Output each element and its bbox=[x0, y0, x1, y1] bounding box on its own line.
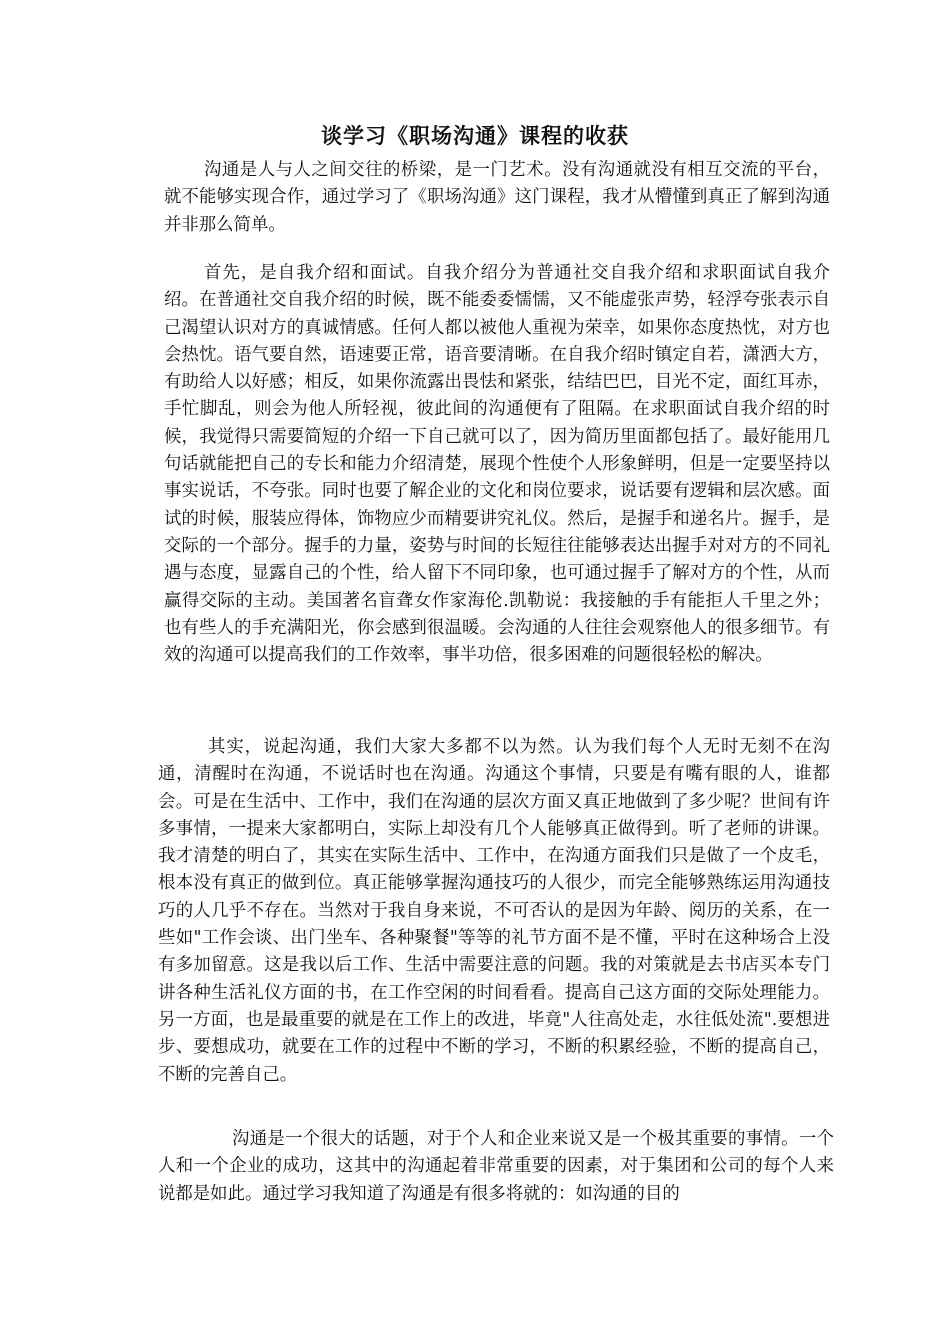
paragraph-intro: 沟通是人与人之间交往的桥梁，是一门艺术。没有沟通就没有相互交流的平台，就不能够实现合作，通过学习了《职场沟通》这门课程，我才从懵懂到真正了解到沟通并非那么简单。 bbox=[164, 160, 830, 235]
document-title: 谈学习《职场沟通》课程的收获 bbox=[321, 123, 629, 148]
paragraph-self-introduction: 首先，是自我介绍和面试。自我介绍分为普通社交自我介绍和求职面试自我介绍。在普通社交自我介绍的时候，既不能委委懦懦，又不能虚张声势，轻浮夸张表示自己渴望认识对方的真诚情感。任何人都以被他人重视为荣幸，如果你态度热忱，对方也会热忱。语气要自然，语速要正常，语音要清晰。在自我介绍时镇定自若，潇洒大方，有助给人以好感；相反，如果你流露出畏怯和紧张，结结巴巴，目光不定，面红耳赤，手忙脚乱，则会为他人所轻视，彼此间的沟通便有了阻隔。在求职面试自我介绍的时候，我觉得只需要简短的介绍一下自己就可以了，因为简历里面都包括了。最好能用几句话就能把自己的专长和能力介绍清楚，展现个性使个人形象鲜明，但是一定要坚持以事实说话，不夸张。同时也要了解企业的文化和岗位要求，说话要有逻辑和层次感。面试的时候，服装应得体，饰物应少而精要讲究礼仪。然后，是握手和递名片。握手，是交际的一个部分。握手的力量，姿势与时间的长短往往能够表达出握手对对方的不同礼遇与态度，显露自己的个性，给人留下不同印象，也可通过握手了解对方的个性，从而赢得交际的主动。美国著名盲聋女作家海伦.凯勒说：我接触的手有能拒人千里之外；也有些人的手充满阳光，你会感到很温暖。会沟通的人往往会观察他人的很多细节。有效的沟通可以提高我们的工作效率，事半功倍，很多困难的问题很轻松的解决。 bbox=[164, 263, 830, 666]
paragraph-communication-reflection: 其实，说起沟通，我们大家大多都不以为然。认为我们每个人无时无刻不在沟通，清醒时在沟通，不说话时也在沟通。沟通这个事情，只要是有嘴有眼的人，谁都会。可是在生活中、工作中，我们在沟通的层次方面又真正地做到了多少呢？世间有许多事情，一提来大家都明白，实际上却没有几个人能够真正做得到。听了老师的讲课。我才清楚的明白了，其实在实际生活中、工作中，在沟通方面我们只是做了一个皮毛，根本没有真正的做到位。真正能够掌握沟通技巧的人很少，而完全能够熟练运用沟通技巧的人几乎不存在。当然对于我自身来说，不可否认的是因为年龄、阅历的关系，在一些如"工作会谈、出门坐车、各种聚餐"等等的礼节方面不是不懂，平时在这种场合上没有多加留意。这是我以后工作、生活中需要注意的问题。我的对策就是去书店买本专门讲各种生活礼仪方面的书，在工作空闲的时间看看。提高自己这方面的交际处理能力。另一方面，也是最重要的就是在工作上的改进，毕竟"人往高处走，水往低处流".要想进步、要想成功，就要在工作的过程中不断的学习，不断的积累经验，不断的提高自己，不断的完善自己。 bbox=[158, 737, 830, 1085]
paragraph-communication-importance: 沟通是一个很大的话题，对于个人和企业来说又是一个极其重要的事情。一个人和一个企业的成功，这其中的沟通起着非常重要的因素，对于集团和公司的每个人来说都是如此。通过学习我知道了沟通是有很多将就的：如沟通的目的 bbox=[158, 1129, 834, 1204]
